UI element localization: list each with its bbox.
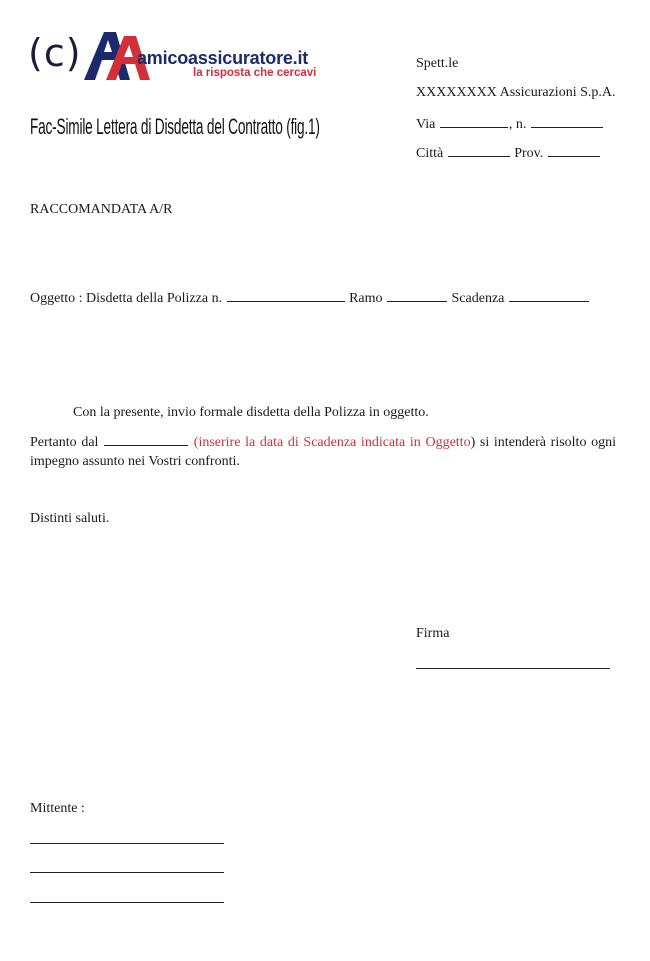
prov-blank xyxy=(548,144,600,157)
p2-red-instruction: inserire la data di Scadenza indicata in Oggetto xyxy=(198,435,471,450)
copyright-mark: (c) xyxy=(28,31,82,75)
body-paragraph-2 xyxy=(30,433,616,471)
p2-rest: ) si intenderà risolto ogni impegno assunto nei Vostri confronti. xyxy=(30,435,616,469)
ramo-blank xyxy=(387,289,447,302)
date-blank xyxy=(104,433,188,446)
mittente-line-3 xyxy=(30,902,224,903)
raccomandata-label: RACCOMANDATA A/R xyxy=(30,202,173,217)
via-label: Via xyxy=(416,117,436,132)
addressee-via-line xyxy=(416,115,604,133)
mittente-label: Mittente : xyxy=(30,801,85,816)
oggetto-prefix: Oggetto : Disdetta della Polizza n. xyxy=(30,291,223,306)
p2-start: Pertanto dal xyxy=(30,435,99,450)
closing-text: Distinti saluti. xyxy=(30,511,110,526)
body-paragraph-1: Con la presente, invio formale disdetta della Polizza in oggetto. xyxy=(73,405,429,420)
oggetto-line xyxy=(30,289,590,307)
citta-blank xyxy=(448,144,510,157)
p2-paren-open: ( xyxy=(193,435,199,450)
number-blank xyxy=(531,115,603,128)
mittente-line-2 xyxy=(30,872,224,873)
logo-name: amicoassicuratore.it xyxy=(137,48,309,68)
ramo-label: Ramo xyxy=(349,291,383,306)
number-label: , n. xyxy=(508,117,527,132)
firma-signature-line xyxy=(416,668,610,669)
addressee-salutation: Spett.le xyxy=(416,56,459,71)
prov-label: Prov. xyxy=(514,146,544,161)
polizza-number-blank xyxy=(227,289,345,302)
document-title: Fac-Simile Lettera di Disdetta del Contratto (fig.1) xyxy=(30,114,320,139)
addressee-city-line xyxy=(416,144,601,162)
citta-label: Città xyxy=(416,146,444,161)
logo-tagline: la risposta che cercavi xyxy=(193,67,317,79)
via-blank xyxy=(440,115,508,128)
firma-label: Firma xyxy=(416,626,450,641)
mittente-line-1 xyxy=(30,843,224,844)
addressee-company: XXXXXXXX Assicurazioni S.p.A. xyxy=(416,85,616,100)
scadenza-label: Scadenza xyxy=(451,291,505,306)
scadenza-blank xyxy=(509,289,589,302)
